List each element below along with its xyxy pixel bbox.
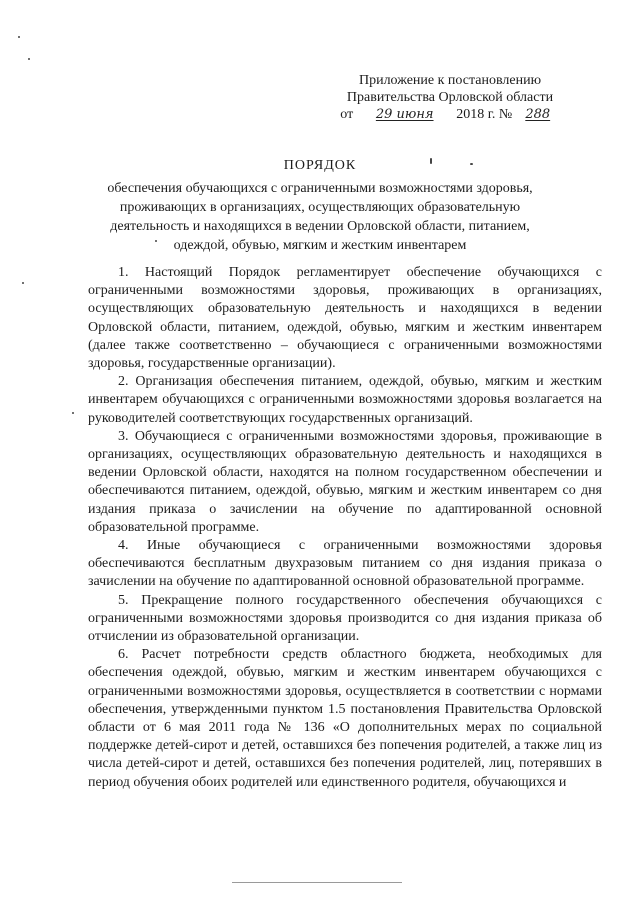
annex-prefix: от (340, 107, 354, 122)
handwritten-number: 288 (525, 107, 551, 122)
title-line: одеждой, обувью, мягким и жестким инвентарем (173, 238, 467, 253)
scan-speck (22, 282, 24, 284)
handwritten-date: 29 июня (375, 107, 434, 122)
title-line: обеспечения обучающихся с ограниченными возможностями здоровья, (107, 181, 533, 196)
title-line: проживающих в организациях, осуществляющих образовательную (119, 200, 521, 215)
title-line: деятельность и находящихся в ведении Орловской области, питанием, (110, 219, 530, 234)
document-title (80, 156, 560, 255)
annex-line-2: Правительства Орловской области (346, 90, 554, 105)
paragraph-4: 4. Иные обучающиеся с ограниченными возможностями здоровья обеспечиваются бесплатным двухразовым питанием со дня издания приказа о зачислении на обучение по адаптированной основной образовательной программе. (88, 538, 602, 590)
scan-speck (72, 412, 74, 414)
annex-header (300, 72, 600, 123)
page-bottom-rule (232, 882, 402, 883)
annex-line-1: Приложение к постановлению (358, 73, 542, 88)
paragraph-5: 5. Прекращение полного государственного обеспечения обучающихся с ограниченными возможностями здоровья производится со дня издания приказа об отчислении из образовательной организации. (88, 592, 602, 645)
annex-date-line (300, 106, 600, 123)
document-body (88, 264, 602, 792)
paragraph-3: 3. Обучающиеся с ограниченными возможностями здоровья, проживающие в организациях, осуществляющих образовательную деятельность и находящихся в ведении Орловской области, находятся на полном государственном обеспечении и обеспечиваются питанием, одеждой, обувью, мягким и жестким инвентарем со дня издания приказа о зачислении на обучение по адаптированной основной образовательной программе. (88, 428, 602, 535)
paragraph-1: 1. Настоящий Порядок регламентирует обеспечение обучающихся с ограниченными возможностями здоровья, проживающих в организациях, осуществляющих образовательную деятельность и находящихся в ведении Орловской области, питанием, одеждой, обувью, мягким и жестким инвентарем (далее также соответственно – обучающиеся с ограниченными возможностями здоровья, государственные организации). (88, 265, 602, 372)
scan-speck (18, 36, 20, 38)
scan-speck (28, 58, 30, 60)
paragraph-6: 6. Расчет потребности средств областного бюджета, необходимых для обеспечения одеждой, обувью, мягким и жестким инвентарем обучающихся с ограниченными возможностями здоровья, осуществляется в соответствии с нормами обеспечения, утвержденными пунктом 1.5 постановления Правительства Орловской области от 6 мая 2011 года № 136 «О дополнительных мерах по социальной поддержке детей-сирот и детей, оставшихся без попечения родителей, а также лиц из числа детей-сирот и детей, оставшихся без попечения родителей, лиц, потерявших в период обучения обоих родителей или единственного родителя, обучающихся и (88, 647, 602, 790)
annex-year: 2018 г. № (456, 107, 513, 122)
paragraph-2: 2. Организация обеспечения питанием, одеждой, обувью, мягким и жестким инвентарем обучающихся с ограниченными возможностями здоровья возлагается на руководителей соответствующих государственных организаций. (88, 374, 602, 426)
title-heading: ПОРЯДОК (283, 158, 357, 173)
